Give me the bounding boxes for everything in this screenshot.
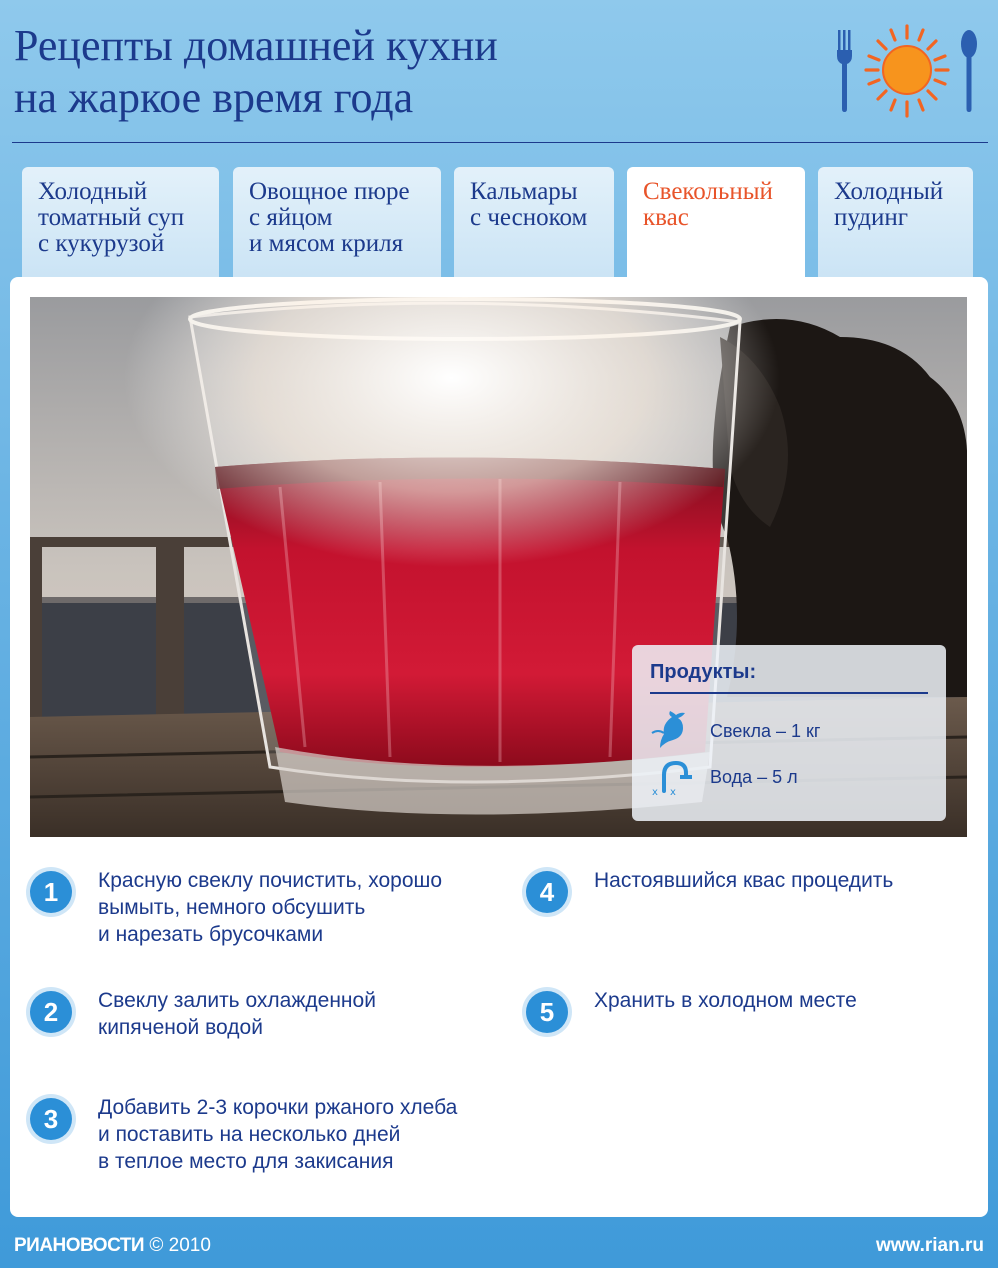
tab-cold-tomato-soup[interactable] [22,167,219,277]
step-line: вымыть, немного обсушить [98,896,366,919]
tab-cold-pudding[interactable] [818,167,973,277]
step-number-badge: 2 [30,991,72,1033]
product-item [650,708,928,754]
step-number-badge: 4 [526,871,568,913]
tab-label-line: с яйцом [249,204,333,231]
brand-logo [14,1235,211,1257]
tab-label-line: Кальмары [470,178,578,205]
beet-icon [650,711,694,751]
title-line-2: на жаркое время года [14,73,414,122]
step-text [594,987,857,1014]
tab-vegetable-puree[interactable] [233,167,441,277]
tab-label-line: и мясом криля [249,230,404,257]
step-1 [30,871,450,948]
step-text [98,1094,457,1175]
footer [0,1220,998,1268]
water-tap-icon [650,757,694,797]
title-line-1: Рецепты домашней кухни [14,21,498,70]
tab-label-line: Овощное пюре [249,178,410,205]
step-4 [526,871,946,913]
sun-cutlery-logo-icon [832,22,982,122]
tab-label-line: Свекольный [643,178,773,205]
tab-label-line: квас [643,204,689,231]
tab-squid-garlic[interactable] [454,167,614,277]
products-divider [650,692,928,694]
recipe-panel [10,277,988,1217]
products-heading: Продукты: [650,661,757,683]
step-number-badge: 1 [30,871,72,913]
page-title [14,20,814,124]
step-line: Добавить 2-3 корочки ржаного хлеба [98,1096,458,1119]
step-line: и поставить на несколько дней [98,1123,401,1146]
brand-name: РИАНОВОСТИ [14,1235,145,1256]
tab-beet-kvass[interactable] [627,167,805,279]
product-item [650,754,928,800]
tab-label-line: Холодный [38,178,148,205]
recipe-tabs [22,167,982,277]
site-link[interactable]: www.rian.ru [875,1235,984,1256]
step-3 [30,1096,458,1175]
step-line: кипяченой водой [98,1016,263,1039]
tab-label-line: Холодный [834,178,944,205]
svg-text:x: x [652,787,658,797]
tab-label-line: пудинг [834,204,909,231]
tab-label-line: с кукурузой [38,230,165,257]
step-5 [526,991,946,1033]
step-line: Настоявшийся квас процедить [594,869,894,892]
header-divider [12,142,988,143]
step-2 [30,991,450,1041]
step-line: Свеклу залить охлажденной [98,989,376,1012]
step-text [98,867,442,948]
step-text [98,987,376,1041]
step-number-badge: 3 [30,1098,72,1140]
products-box [632,645,946,821]
step-line: Красную свеклу почистить, хорошо [98,869,443,892]
product-text: Свекла – 1 кг [710,720,821,741]
svg-text:x: x [670,787,676,797]
step-line: Хранить в холодном месте [594,989,857,1012]
step-line: в теплое место для закисания [98,1150,394,1173]
step-text [594,867,893,894]
tab-label-line: томатный суп [38,204,185,231]
step-line: и нарезать брусочками [98,923,324,946]
product-text: Вода – 5 л [710,766,798,787]
step-number-badge: 5 [526,991,568,1033]
tab-label-line: с чесноком [470,204,588,231]
copyright: © 2010 [149,1235,211,1256]
